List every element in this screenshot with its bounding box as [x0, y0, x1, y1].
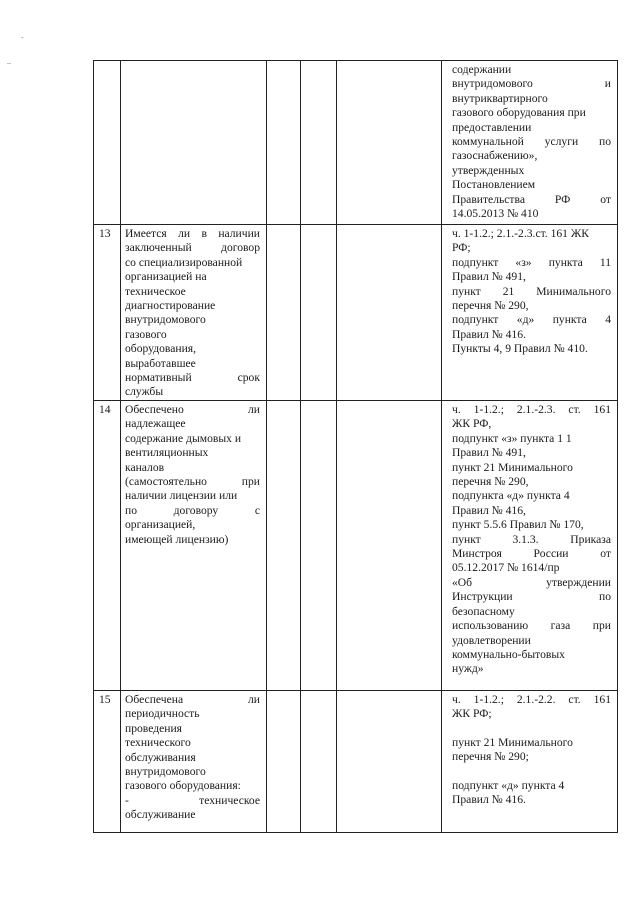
legal-line: безопасному — [452, 604, 515, 618]
legal-line: перечня № 290, — [452, 475, 529, 489]
legal-line: пункт 21 Минимального — [452, 735, 573, 749]
legal-line: перечня № 290; — [452, 750, 529, 764]
legal-line: утвержденных — [452, 163, 525, 177]
legal-line: Правил № 416, — [452, 503, 526, 517]
legal-line: использованию газа при — [452, 619, 611, 633]
row-number: 15 — [94, 691, 121, 833]
question-line: Обеспечено ли — [125, 403, 260, 416]
question-line: заключенный договор — [125, 241, 260, 255]
legal-line: ЖК РФ; — [452, 707, 492, 721]
row-number: 14 — [94, 401, 121, 691]
legal-line: Правил № 416. — [452, 327, 526, 341]
not-applicable-cell — [337, 401, 442, 691]
question-line: (самостоятельно при — [125, 475, 260, 489]
table-row — [94, 225, 618, 401]
legal-line: подпункт «д» пункта 4 — [452, 778, 565, 792]
question-line: обслуживания — [125, 750, 196, 764]
legal-line: коммунальной услуги по — [452, 135, 611, 149]
table-row — [94, 691, 618, 833]
legal-line: 05.12.2017 № 1614/пр — [452, 561, 560, 575]
legal-line: перечня № 290, — [452, 299, 529, 313]
question-line: периодичность — [125, 707, 200, 721]
legal-line: коммунально-бытовых — [452, 647, 565, 661]
question-line: оборудования, — [125, 342, 197, 356]
question-cell — [121, 691, 267, 833]
legal-line: Минстроя России от — [452, 547, 611, 561]
legal-line: РФ; — [452, 241, 471, 255]
question-cell — [121, 401, 267, 691]
legal-basis-cell — [442, 61, 618, 225]
legal-line: Правил № 491, — [452, 270, 526, 284]
legal-line: 14.05.2013 № 410 — [452, 207, 539, 221]
legal-line: Инструкции по — [452, 590, 611, 604]
legal-line: пункт 5.5.6 Правил № 170, — [452, 518, 584, 532]
question-line: технического — [125, 736, 191, 750]
question-line: вентиляционных — [125, 446, 209, 460]
legal-line: содержании — [452, 63, 512, 76]
legal-line: Правительства РФ от — [452, 192, 611, 206]
spacer — [452, 722, 611, 736]
question-line: имеющей лицензию) — [125, 532, 229, 546]
legal-line: ч. 1-1.2.; 2.1.-2.3. ст. 161 — [452, 403, 611, 416]
legal-line: Постановлением — [452, 178, 536, 192]
row-number: 13 — [94, 225, 121, 401]
legal-line: газового оборудования при — [452, 106, 586, 120]
question-line: внутридомового — [125, 765, 206, 779]
question-line: наличии лицензии или — [125, 489, 238, 503]
legal-line: нужд» — [452, 662, 484, 676]
question-line: газового — [125, 327, 167, 341]
answer-yes-cell — [267, 61, 301, 225]
scan-mark: – — [7, 58, 11, 67]
legal-line: газоснабжению», — [452, 149, 538, 163]
question-line: организацией, — [125, 518, 196, 532]
question-line: надлежащее — [125, 417, 186, 431]
legal-line: подпункта «д» пункта 4 — [452, 489, 570, 503]
legal-line: Правил № 416. — [452, 793, 526, 807]
answer-no-cell — [301, 691, 337, 833]
question-line: Обеспечена ли — [125, 693, 260, 706]
question-line: техническое — [125, 284, 186, 298]
spacer — [452, 765, 611, 779]
legal-line: «Об утверждении — [452, 575, 611, 589]
answer-no-cell — [301, 225, 337, 401]
question-cell — [121, 61, 267, 225]
legal-line: ч. 1-1.2.; 2.1.-2.2. ст. 161 — [452, 693, 611, 706]
question-line: содержание дымовых и — [125, 431, 242, 445]
question-line: нормативный срок — [125, 371, 260, 385]
question-line: организацией на — [125, 270, 207, 284]
answer-yes-cell — [267, 401, 301, 691]
legal-line: пункт 3.1.3. Приказа — [452, 532, 611, 546]
answer-no-cell — [301, 401, 337, 691]
legal-line: ЖК РФ, — [452, 417, 492, 431]
legal-basis-cell — [442, 691, 618, 833]
legal-basis-cell — [442, 401, 618, 691]
legal-line: пункт 21 Минимального — [452, 460, 573, 474]
not-applicable-cell — [337, 61, 442, 225]
legal-line: подпункт «д» пункта 4 — [452, 313, 611, 327]
question-line: внутридомового — [125, 313, 206, 327]
legal-line: предоставлении — [452, 120, 532, 134]
legal-basis-cell — [442, 225, 618, 401]
question-line: каналов — [125, 460, 165, 474]
legal-line: пункт 21 Минимального — [452, 284, 611, 298]
legal-line: ч. 1-1.2.; 2.1.-2.3.ст. 161 ЖК — [452, 227, 589, 240]
not-applicable-cell — [337, 691, 442, 833]
answer-yes-cell — [267, 225, 301, 401]
question-line: выработавшее — [125, 356, 196, 370]
question-line: диагностирование — [125, 299, 216, 313]
question-line: по договору с — [125, 503, 260, 517]
inspection-table — [93, 60, 618, 833]
scan-mark: - — [21, 33, 24, 42]
table-row — [94, 401, 618, 691]
legal-line: внутридомового и — [452, 77, 611, 91]
question-line: проведения — [125, 721, 182, 735]
question-line: Имеется ли в наличии — [125, 227, 260, 240]
answer-no-cell — [301, 61, 337, 225]
legal-line: удовлетворении — [452, 633, 531, 647]
legal-line: подпункт «з» пункта 1 1 — [452, 431, 572, 445]
table-row — [94, 61, 618, 225]
row-number — [94, 61, 121, 225]
legal-line: Пункты 4, 9 Правил № 410. — [452, 342, 588, 356]
legal-line: внутриквартирного — [452, 91, 548, 105]
legal-line: Правил № 491, — [452, 446, 526, 460]
legal-line: подпункт «з» пункта 11 — [452, 255, 611, 269]
answer-yes-cell — [267, 691, 301, 833]
question-line: со специализированной — [125, 255, 243, 269]
question-line: газового оборудования: — [125, 779, 241, 793]
question-line: службы — [125, 385, 164, 399]
question-line: - техническое — [125, 793, 260, 807]
question-cell — [121, 225, 267, 401]
question-line: обслуживание — [125, 808, 196, 822]
not-applicable-cell — [337, 225, 442, 401]
